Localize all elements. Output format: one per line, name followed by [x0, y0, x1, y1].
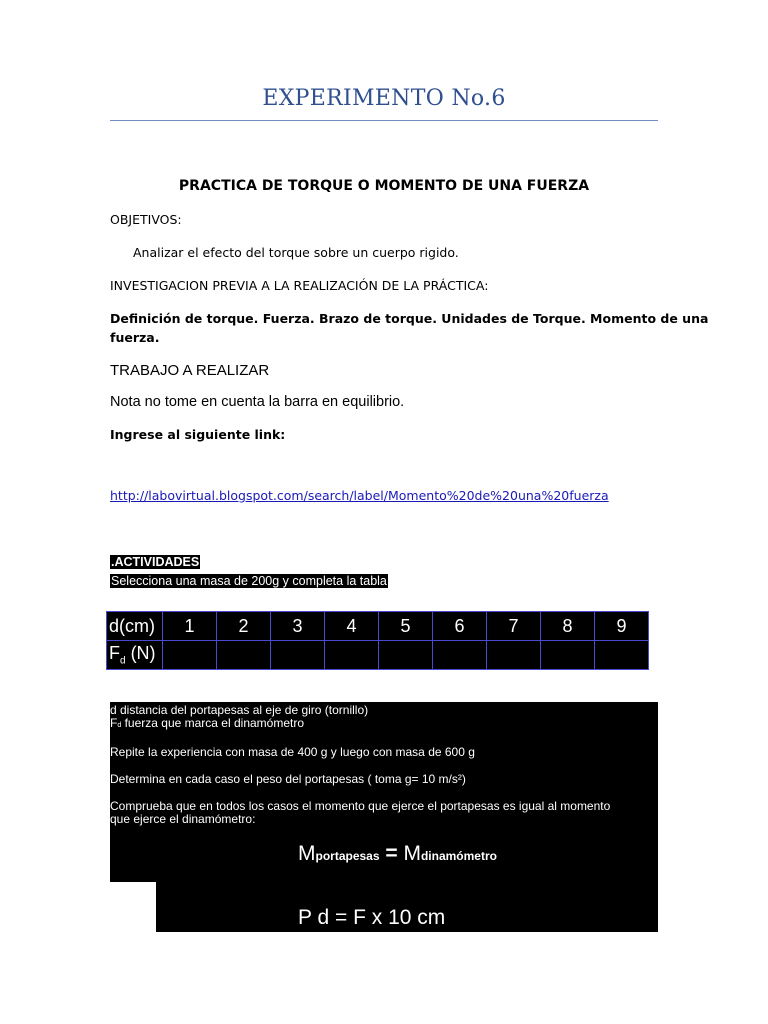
verify-instruction-1: Comprueba que en todos los casos el momento que ejerce el portapesas es igual al momento — [110, 799, 611, 813]
table-cell[interactable] — [217, 641, 271, 670]
torque-equation: P d = F x 10 cm — [298, 906, 446, 929]
table-cell[interactable] — [487, 641, 541, 670]
table-cell[interactable] — [595, 641, 649, 670]
practice-subtitle: PRACTICA DE TORQUE O MOMENTO DE UNA FUERZA — [178, 178, 590, 194]
table-row — [107, 641, 649, 670]
definitions-line-2: fuerza. — [110, 330, 160, 345]
table-cell[interactable] — [325, 641, 379, 670]
row-header-distance: d(cm) — [107, 612, 163, 641]
instructions-text — [110, 704, 610, 826]
objective-text: Analizar el efecto del torque sobre un cuerpo rigido. — [133, 245, 459, 260]
page-title: EXPERIMENTO No.6 — [262, 86, 506, 111]
verify-instruction-2: que ejerce el dinamómetro: — [110, 812, 256, 826]
activities-block — [110, 551, 388, 589]
table-cell[interactable] — [271, 641, 325, 670]
column-header: 1 — [163, 612, 217, 641]
definition-d: d distancia del portapesas al eje de giro (tornillo) — [110, 703, 369, 717]
row-header-force: $F_d$ (N) — [107, 641, 163, 670]
repeat-instruction: Repite la experiencia con masa de 400 g y luego con masa de 600 g — [110, 745, 475, 759]
moment-equation: Mportapesas = Mdinamómetro — [298, 842, 497, 865]
table-cell[interactable] — [163, 641, 217, 670]
investigation-label: INVESTIGACION PREVIA A LA REALIZACIÓN DE LA PRÁCTICA: — [110, 278, 489, 293]
column-header: 6 — [433, 612, 487, 641]
work-heading: TRABAJO A REALIZAR — [110, 362, 270, 379]
activities-instruction: Selecciona una masa de 200g y completa la tabla — [111, 574, 387, 588]
table-cell[interactable] — [379, 641, 433, 670]
weight-instruction: Determina en cada caso el peso del portapesas ( toma g= 10 m/s²) — [110, 772, 466, 786]
column-header: 8 — [541, 612, 595, 641]
definition-fd: Fd fuerza que marca el dinamómetro — [110, 716, 305, 730]
definitions-line-1: Definición de torque. Fuerza. Brazo de torque. Unidades de Torque. Momento de una — [110, 311, 709, 326]
column-header: 4 — [325, 612, 379, 641]
column-header: 7 — [487, 612, 541, 641]
note-text: Nota no tome en cuenta la barra en equilibrio. — [110, 394, 405, 410]
title-divider — [110, 120, 658, 121]
activities-label: .ACTIVIDADES — [111, 555, 200, 569]
objectives-label: OBJETIVOS: — [110, 212, 182, 227]
table-row — [107, 612, 649, 641]
column-header: 2 — [217, 612, 271, 641]
column-header: 3 — [271, 612, 325, 641]
link-intro: Ingrese al siguiente link: — [110, 427, 286, 442]
column-header: 5 — [379, 612, 433, 641]
table-cell[interactable] — [541, 641, 595, 670]
lab-link[interactable]: http://labovirtual.blogspot.com/search/label/Momento%20de%20una%20fuerza — [110, 488, 609, 503]
column-header: 9 — [595, 612, 649, 641]
data-table — [106, 611, 649, 670]
table-cell[interactable] — [433, 641, 487, 670]
